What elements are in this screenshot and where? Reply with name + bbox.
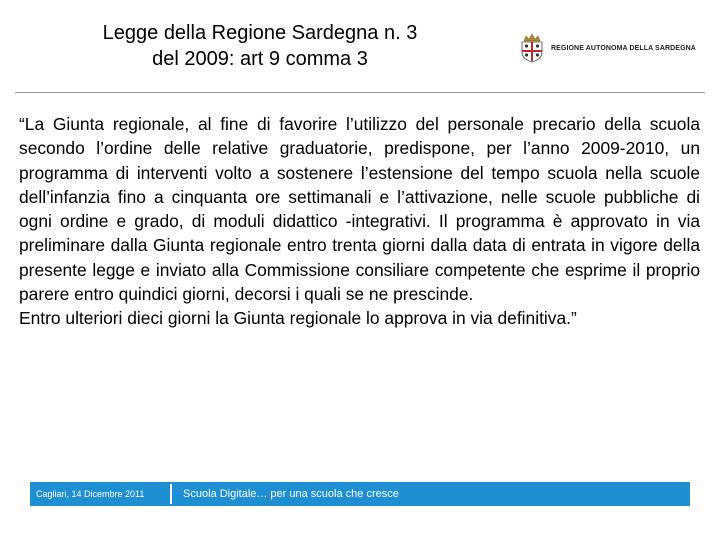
slide-title <box>40 20 480 72</box>
region-logo <box>518 33 696 63</box>
slide-title-line-1: Legge della Regione Sardegna n. 3 <box>102 22 418 44</box>
quoted-law-text <box>19 112 700 331</box>
footer-separator <box>170 484 172 504</box>
law-paragraph-2: Entro ulteriori dieci giorni la Giunta regionale lo approva in via definitiva.” <box>19 308 577 329</box>
slide-title-line-2: del 2009: art 9 comma 3 <box>152 48 368 70</box>
law-paragraph-1: “La Giunta regionale, al fine di favorire l’utilizzo del personale precario della scuola secondo l’ordine delle relative graduatorie, predispone, per l’anno 2009-2010, un programma di interventi volto a sostenere l’estensione del tempo scuola nella scuole dell’infanzia fino a cinquanta ore settimanali e l’attivazione, nelle scuole pubbliche di ogni ordine e grado, di moduli didattico -integrativi. Il programma è approvato in via preliminare dalla Giunta regionale entro trenta giorni dalla data di entrata in vigore della presente legge e inviato alla Commissione consiliare competente che esprime il proprio parere entro quindici giorni, decorsi i quali se ne prescinde. <box>19 114 700 305</box>
footer-date: Cagliari, 14 Dicembre 2011 <box>36 489 145 499</box>
footer-bar <box>30 482 690 506</box>
coat-of-arms-icon <box>518 33 546 63</box>
header-divider <box>15 92 705 93</box>
logo-text: REGIONE AUTONOMA DELLA SARDEGNA <box>551 44 696 52</box>
footer-caption: Scuola Digitale… per una scuola che cresce <box>183 488 399 500</box>
